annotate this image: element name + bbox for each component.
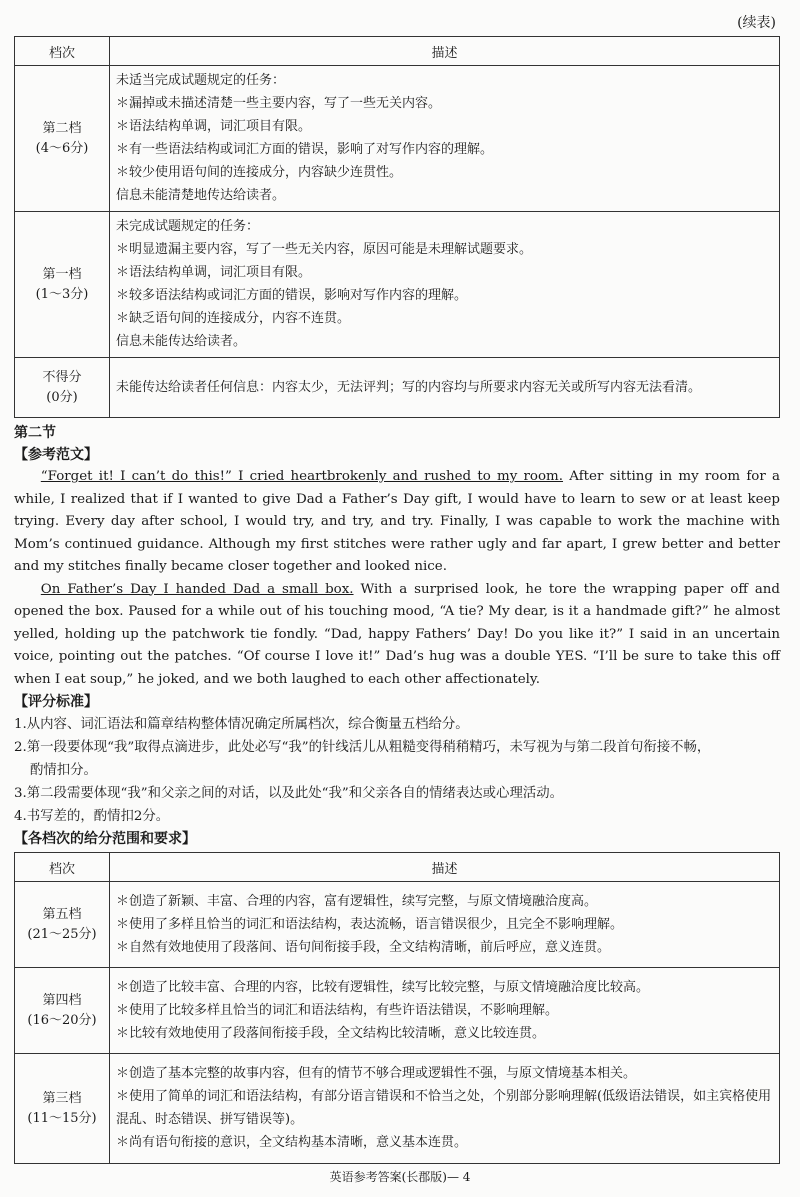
description-line: ＊较少使用语句间的连接成分，内容缺少连贯性。 [116, 165, 403, 180]
grading-levels-table [14, 852, 780, 1164]
description-cell [110, 212, 780, 358]
description-line: 信息未能清楚地传达给读者。 [116, 188, 286, 203]
level-cell [15, 66, 110, 212]
table-row [15, 1054, 780, 1164]
description-line: 未完成试题规定的任务： [116, 219, 260, 234]
paragraph-opening-sentence: On Father’s Day I handed Dad a small box. [40, 581, 354, 597]
level-cell [15, 882, 110, 968]
level-range: (0分) [46, 389, 78, 405]
level-range: (4～6分) [35, 140, 89, 156]
levels-heading: 【各档次的给分范围和要求】 [14, 831, 196, 847]
description-line: 信息未能传达给读者。 [116, 334, 247, 349]
page-footer: 英语参考答案(长郡版)— 4 [329, 1170, 471, 1184]
header-level: 档次 [15, 853, 110, 882]
table-row [15, 968, 780, 1054]
description-line: ＊漏掉或未描述清楚一些主要内容，写了一些无关内容。 [116, 96, 442, 111]
level-range: (16～20分) [27, 1012, 97, 1028]
criteria-item: 4.书写差的，酌情扣2分。 [14, 809, 170, 824]
description-line: ＊语法结构单调，词汇项目有限。 [116, 119, 312, 134]
criteria-item: 3.第二段需要体现“我”和父亲之间的对话，以及此处“我”和父亲各自的情绪表达或心理活动。 [14, 786, 563, 801]
answer-page [14, 12, 780, 1164]
table-header-row [15, 853, 780, 882]
essay-paragraph-1 [14, 466, 780, 579]
paragraph-opening-sentence: “Forget it! I can’t do this!” I cried heartbrokenly and rushed to my room. [40, 469, 564, 484]
description-line: ＊使用了多样且恰当的词汇和语法结构，表达流畅，语言错误很少，且完全不影响理解。 [116, 916, 624, 932]
level-cell [15, 968, 110, 1054]
description-line: ＊创造了新颖、丰富、合理的内容，富有逻辑性，续写完整，与原文情境融洽度高。 [116, 893, 598, 909]
table-row [15, 882, 780, 968]
criteria-item: 1.从内容、词汇语法和篇章结构整体情况确定所属档次，综合衡量五档给分。 [14, 717, 469, 732]
description-cell [110, 358, 780, 418]
level-name: 第二档 [42, 120, 82, 136]
level-name: 第三档 [42, 1090, 82, 1106]
continued-label: (续表) [737, 15, 776, 31]
description-line: ＊使用了简单的词汇和语法结构，有部分语言错误和不恰当之处，个别部分影响理解(低级语法错误，如主宾格使用混乱、时态错误、拼写错误等)。 [116, 1089, 772, 1127]
description-cell [110, 1054, 780, 1164]
paragraph-body: With a surprised look, he tore the wrapping paper off and opened the box. Paused for a while out of his touching mood, “A tie? My dear, is it a handmade gift?” he almost yelled, holding up the patchwork tie fondly. “Dad, happy Fathers’ Day! Do you like it?” I said in an uncertain voice, pointing out the patches. “Of course I love it!” Dad’s hug was a double YES. “I’ll be sure to take this off when I eat soup,” he joked, and we both laughed to each other affectionately. [14, 581, 780, 687]
description-line: 未适当完成试题规定的任务： [116, 73, 286, 88]
paragraph-body: After sitting in my room for a while, I realized that if I wanted to give Dad a Father’s Day gift, I would have to learn to sew or at least keep trying. Every day after school, I would try, and try, and try. Finally, I was capable to work the machine with Mom’s continued guidance. Although my first stitches were rather ugly and far apart, I grew better and better and my stitches finally became closer together and looked nice. [14, 469, 780, 574]
header-description: 描述 [110, 37, 780, 66]
description-line: ＊比较有效地使用了段落间衔接手段，全文结构比较清晰，意义比较连贯。 [116, 1025, 546, 1041]
description-line: ＊有一些语法结构或词汇方面的错误，影响了对写作内容的理解。 [116, 142, 494, 157]
description-line: ＊语法结构单调，词汇项目有限。 [116, 265, 312, 280]
table-header-row [15, 37, 780, 66]
criteria-heading: 【评分标准】 [14, 694, 98, 710]
criteria-list [14, 713, 780, 828]
sample-essay [14, 466, 780, 691]
grading-table-continued [14, 36, 780, 418]
description-line: ＊使用了比较多样且恰当的词汇和语法结构，有些许语法错误，不影响理解。 [116, 1002, 559, 1018]
description-cell [110, 882, 780, 968]
criteria-item-continuation: 酌情扣分。 [30, 763, 97, 778]
description-line: ＊创造了基本完整的故事内容，但有的情节不够合理或逻辑性不强，与原文情境基本相关。 [116, 1066, 637, 1081]
table-row [15, 212, 780, 358]
criteria-item: 2.第一段要体现“我”取得点滴进步，此处必写“我”的针线活儿从粗糙变得稍稍精巧，未写视为与第二段首句衔接不畅， [14, 740, 711, 755]
description-line: ＊自然有效地使用了段落间、语句间衔接手段，全文结构清晰，前后呼应，意义连贯。 [116, 939, 611, 955]
level-name: 不得分 [42, 369, 82, 385]
sample-essay-heading: 【参考范文】 [14, 447, 98, 463]
section-title: 第二节 [14, 425, 56, 441]
level-name: 第一档 [42, 266, 82, 282]
level-range: (1～3分) [35, 286, 89, 302]
essay-paragraph-2 [14, 579, 780, 692]
level-cell [15, 212, 110, 358]
description-line: ＊缺乏语句间的连接成分，内容不连贯。 [116, 311, 351, 326]
description-line: ＊明显遗漏主要内容，写了一些无关内容，原因可能是未理解试题要求。 [116, 242, 533, 257]
table-row [15, 358, 780, 418]
level-name: 第五档 [42, 906, 82, 922]
level-cell [15, 1054, 110, 1164]
description-line: ＊较多语法结构或词汇方面的错误，影响对写作内容的理解。 [116, 288, 468, 303]
level-range: (21～25分) [27, 926, 97, 942]
table-row [15, 66, 780, 212]
level-name: 第四档 [42, 992, 82, 1008]
header-level: 档次 [15, 37, 110, 66]
description-cell [110, 968, 780, 1054]
description-line: ＊创造了比较丰富、合理的内容，比较有逻辑性，续写比较完整，与原文情境融洽度比较高。 [116, 979, 650, 995]
description-line: 未能传达给读者任何信息：内容太少，无法评判；写的内容均与所要求内容无关或所写内容无法看清。 [116, 379, 702, 395]
level-range: (11～15分) [27, 1110, 97, 1126]
header-description: 描述 [110, 853, 780, 882]
description-cell [110, 66, 780, 212]
level-cell [15, 358, 110, 418]
description-line: ＊尚有语句衔接的意识，全文结构基本清晰，意义基本连贯。 [116, 1135, 468, 1150]
